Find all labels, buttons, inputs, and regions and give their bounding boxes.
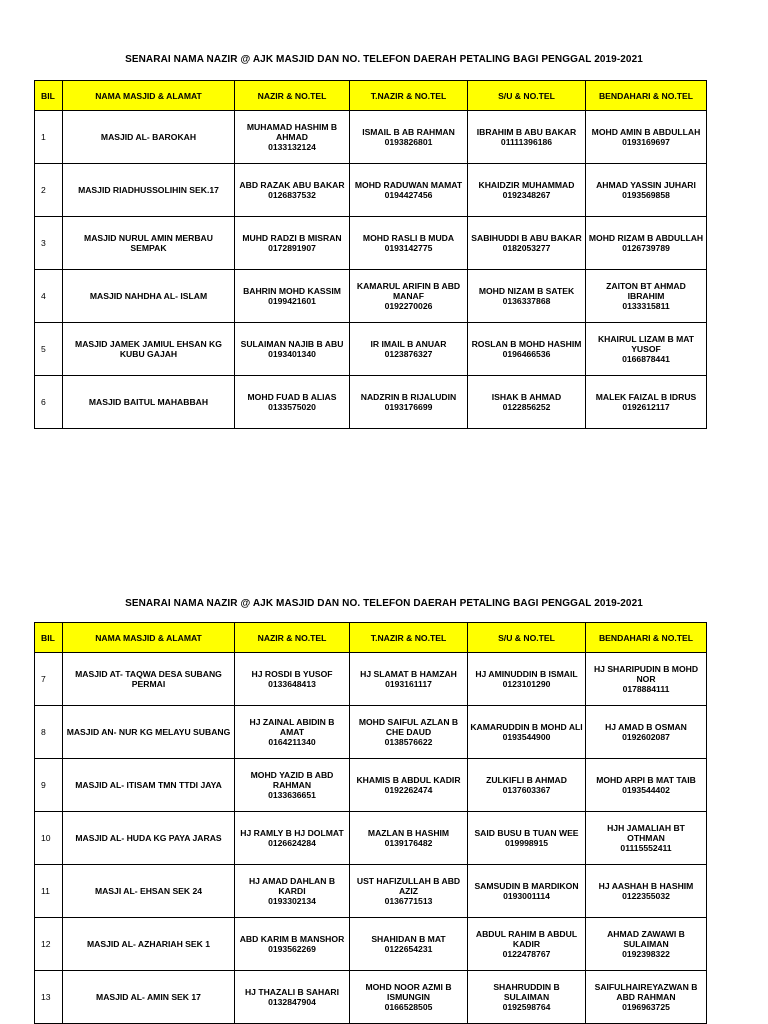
su-name: SHAHRUDDIN B SULAIMAN: [493, 982, 560, 1002]
su-phone: 0193544900: [502, 732, 551, 742]
tnazir-phone: 0138576622: [384, 737, 433, 747]
header-bil: BIL: [35, 81, 63, 111]
bendahari-name: MOHD AMIN B ABDULLAH: [591, 127, 701, 137]
bendahari-phone: 0192612117: [622, 402, 670, 412]
header-tnazir: T.NAZIR & NO.TEL: [350, 623, 468, 653]
masjid-name: MASJID AN- NUR KG MELAYU SUBANG: [63, 706, 235, 759]
su-cell: [468, 759, 586, 812]
nazir-phone: 0133636651: [268, 790, 316, 800]
tnazir-phone: 0192270026: [384, 301, 433, 311]
su-name: SABIHUDDI B ABU BAKAR: [471, 233, 582, 243]
header-bendahari: BENDAHARI & NO.TEL: [586, 623, 707, 653]
bendahari-phone: 0122355032: [622, 891, 670, 901]
nazir-cell: [235, 653, 350, 706]
tnazir-phone: 0122654231: [384, 944, 433, 954]
nazir-cell: [235, 971, 350, 1024]
table-row: [35, 164, 707, 217]
masjid-name: MASJID AL- ITISAM TMN TTDI JAYA: [63, 759, 235, 812]
bendahari-name: SAIFULHAIREYAZWAN B ABD RAHMAN: [594, 982, 698, 1002]
tnazir-name: ISMAIL B AB RAHMAN: [362, 127, 455, 137]
nazir-cell: [235, 323, 350, 376]
nazir-cell: [235, 706, 350, 759]
table-header-row: [35, 81, 707, 111]
su-cell: [468, 812, 586, 865]
nazir-cell: [235, 111, 350, 164]
header-nazir: NAZIR & NO.TEL: [235, 623, 350, 653]
tnazir-phone: 0194427456: [384, 190, 433, 200]
table-row: [35, 111, 707, 164]
table-body: [35, 653, 707, 1024]
row-number: 1: [35, 111, 63, 164]
su-cell: [468, 653, 586, 706]
bendahari-name: MOHD RIZAM B ABDULLAH: [588, 233, 704, 243]
bendahari-phone: 0193169697: [622, 137, 670, 147]
header-nazir: NAZIR & NO.TEL: [235, 81, 350, 111]
bendahari-name: KHAIRUL LIZAM B MAT YUSOF: [597, 334, 695, 354]
table-row: [35, 812, 707, 865]
bendahari-phone: 0178884111: [622, 684, 670, 694]
tnazir-cell: [350, 865, 468, 918]
su-name: HJ AMINUDDIN B ISMAIL: [475, 669, 578, 679]
su-name: ZULKIFLI B AHMAD: [486, 775, 567, 785]
tnazir-name: UST HAFIZULLAH B ABD AZIZ: [356, 876, 461, 896]
tnazir-cell: [350, 706, 468, 759]
tnazir-cell: [350, 217, 468, 270]
table-header-row: [35, 623, 707, 653]
nazir-name: HJ THAZALI B SAHARI: [244, 987, 340, 997]
tnazir-phone: 0136771513: [384, 896, 433, 906]
su-cell: [468, 323, 586, 376]
nazir-table-1: [34, 80, 707, 429]
su-cell: [468, 971, 586, 1024]
masjid-name: MASJID AL- AZHARIAH SEK 1: [63, 918, 235, 971]
su-cell: [468, 865, 586, 918]
su-name: SAMSUDIN B MARDIKON: [474, 881, 579, 891]
nazir-cell: [235, 812, 350, 865]
bendahari-phone: 0196963725: [622, 1002, 670, 1012]
bendahari-phone: 0133315811: [622, 301, 670, 311]
tnazir-cell: [350, 164, 468, 217]
nazir-phone: 0132847904: [268, 997, 316, 1007]
tnazir-cell: [350, 759, 468, 812]
su-phone: 01111396186: [500, 137, 553, 147]
tnazir-phone: 0166528505: [384, 1002, 433, 1012]
bendahari-phone: 0126739789: [622, 243, 670, 253]
su-cell: [468, 111, 586, 164]
su-phone: 0122856252: [502, 402, 551, 412]
tnazir-name: MOHD RADUWAN MAMAT: [354, 180, 463, 190]
nazir-name: SULAIMAN NAJIB B ABU: [240, 339, 344, 349]
table-row: [35, 865, 707, 918]
row-number: 6: [35, 376, 63, 429]
bendahari-cell: [586, 812, 707, 865]
bendahari-cell: [586, 270, 707, 323]
table-row: [35, 217, 707, 270]
tnazir-cell: [350, 270, 468, 323]
nazir-name: HJ RAMLY B HJ DOLMAT: [240, 828, 344, 838]
nazir-phone: 0133132124: [268, 142, 316, 152]
bendahari-cell: [586, 759, 707, 812]
nazir-phone: 0133575020: [268, 402, 316, 412]
su-cell: [468, 376, 586, 429]
su-name: KAMARUDDIN B MOHD ALI: [470, 722, 583, 732]
masjid-name: MASJID AL- HUDA KG PAYA JARAS: [63, 812, 235, 865]
row-number: 7: [35, 653, 63, 706]
su-cell: [468, 706, 586, 759]
masjid-name: MASJID RIADHUSSOLIHIN SEK.17: [63, 164, 235, 217]
tnazir-phone: 0193826801: [384, 137, 433, 147]
row-number: 5: [35, 323, 63, 376]
bendahari-cell: [586, 111, 707, 164]
nazir-cell: [235, 918, 350, 971]
bendahari-phone: 0192602087: [622, 732, 670, 742]
header-tnazir: T.NAZIR & NO.TEL: [350, 81, 468, 111]
tnazir-name: SHAHIDAN B MAT: [371, 934, 446, 944]
header-bendahari: BENDAHARI & NO.TEL: [586, 81, 707, 111]
bendahari-cell: [586, 918, 707, 971]
tnazir-name: NADZRIN B RIJALUDIN: [360, 392, 457, 402]
su-phone: 0182053277: [502, 243, 551, 253]
su-phone: 0192598764: [502, 1002, 551, 1012]
nazir-phone: 0164211340: [268, 737, 316, 747]
tnazir-name: HJ SLAMAT B HAMZAH: [360, 669, 457, 679]
tnazir-cell: [350, 812, 468, 865]
bendahari-cell: [586, 706, 707, 759]
row-number: 9: [35, 759, 63, 812]
bendahari-name: MOHD ARPI B MAT TAIB: [596, 775, 696, 785]
su-name: IBRAHIM B ABU BAKAR: [476, 127, 577, 137]
bendahari-cell: [586, 323, 707, 376]
masjid-name: MASJI AL- EHSAN SEK 24: [63, 865, 235, 918]
su-name: ISHAK B AHMAD: [491, 392, 562, 402]
bendahari-cell: [586, 376, 707, 429]
tnazir-name: MOHD SAIFUL AZLAN B CHE DAUD: [358, 717, 459, 737]
nazir-phone: 0193401340: [268, 349, 316, 359]
nazir-name: HJ ZAINAL ABIDIN B AMAT: [249, 717, 335, 737]
nazir-name: ABD KARIM B MANSHOR: [239, 934, 345, 944]
bendahari-name: MALEK FAIZAL B IDRUS: [595, 392, 697, 402]
row-number: 3: [35, 217, 63, 270]
nazir-phone: 0193302134: [268, 896, 316, 906]
header-bil: BIL: [35, 623, 63, 653]
su-cell: [468, 217, 586, 270]
nazir-phone: 0172891907: [268, 243, 316, 253]
masjid-name: MASJID AT- TAQWA DESA SUBANG PERMAI: [63, 653, 235, 706]
su-cell: [468, 270, 586, 323]
bendahari-cell: [586, 653, 707, 706]
row-number: 2: [35, 164, 63, 217]
masjid-name: MASJID AL- AMIN SEK 17: [63, 971, 235, 1024]
nazir-name: MOHD FUAD B ALIAS: [247, 392, 337, 402]
nazir-phone: 0126837532: [268, 190, 316, 200]
tnazir-phone: 0193176699: [384, 402, 433, 412]
tnazir-phone: 0193142775: [384, 243, 433, 253]
bendahari-name: AHMAD YASSIN JUHARI: [596, 180, 696, 190]
document-title: SENARAI NAMA NAZIR @ AJK MASJID DAN NO. TELEFON DAERAH PETALING BAGI PENGGAL 2019-2021: [125, 54, 643, 65]
row-number: 13: [35, 971, 63, 1024]
row-number: 8: [35, 706, 63, 759]
bendahari-name: HJ AASHAH B HASHIM: [598, 881, 694, 891]
table-row: [35, 971, 707, 1024]
nazir-phone: 0126624284: [268, 838, 316, 848]
bendahari-cell: [586, 164, 707, 217]
tnazir-name: IR IMAIL B ANUAR: [370, 339, 447, 349]
tnazir-cell: [350, 111, 468, 164]
nazir-name: ABD RAZAK ABU BAKAR: [239, 180, 345, 190]
tnazir-cell: [350, 323, 468, 376]
su-name: KHAIDZIR MUHAMMAD: [478, 180, 575, 190]
nazir-name: BAHRIN MOHD KASSIM: [243, 286, 341, 296]
tnazir-cell: [350, 376, 468, 429]
nazir-phone: 0199421601: [268, 296, 316, 306]
nazir-name: MOHD YAZID B ABD RAHMAN: [250, 770, 334, 790]
nazir-phone: 0193562269: [268, 944, 316, 954]
tnazir-name: KAMARUL ARIFIN B ABD MANAF: [356, 281, 461, 301]
bendahari-name: AHMAD ZAWAWI B SULAIMAN: [607, 929, 685, 949]
su-phone: 0192348267: [502, 190, 551, 200]
tnazir-cell: [350, 971, 468, 1024]
nazir-table-2: [34, 622, 707, 1024]
row-number: 11: [35, 865, 63, 918]
header-su: S/U & NO.TEL: [468, 623, 586, 653]
masjid-name: MASJID BAITUL MAHABBAH: [63, 376, 235, 429]
table-row: [35, 376, 707, 429]
table-row: [35, 706, 707, 759]
tnazir-cell: [350, 653, 468, 706]
masjid-name: MASJID NAHDHA AL- ISLAM: [63, 270, 235, 323]
row-number: 12: [35, 918, 63, 971]
bendahari-phone: 0193569858: [622, 190, 670, 200]
nazir-name: MUHAMAD HASHIM B AHMAD: [246, 122, 338, 142]
tnazir-name: MOHD NOOR AZMI B ISMUNGIN: [365, 982, 452, 1002]
bendahari-cell: [586, 971, 707, 1024]
su-cell: [468, 918, 586, 971]
nazir-phone: 0133648413: [268, 679, 316, 689]
su-phone: 0123101290: [502, 679, 551, 689]
tnazir-name: MAZLAN B HASHIM: [367, 828, 450, 838]
tnazir-name: MOHD RASLI B MUDA: [362, 233, 455, 243]
su-name: ROSLAN B MOHD HASHIM: [471, 339, 582, 349]
header-su: S/U & NO.TEL: [468, 81, 586, 111]
su-phone: 0193001114: [503, 891, 550, 901]
nazir-cell: [235, 217, 350, 270]
header-masjid: NAMA MASJID & ALAMAT: [63, 623, 235, 653]
tnazir-name: KHAMIS B ABDUL KADIR: [356, 775, 461, 785]
bendahari-cell: [586, 865, 707, 918]
table-row: [35, 270, 707, 323]
su-name: MOHD NIZAM B SATEK: [478, 286, 575, 296]
row-number: 10: [35, 812, 63, 865]
nazir-name: MUHD RADZI B MISRAN: [242, 233, 342, 243]
bendahari-name: HJ SHARIPUDIN B MOHD NOR: [593, 664, 699, 684]
su-phone: 0122478767: [502, 949, 551, 959]
nazir-cell: [235, 270, 350, 323]
bendahari-phone: 0193544402: [622, 785, 670, 795]
su-name: SAID BUSU B TUAN WEE: [474, 828, 579, 838]
nazir-cell: [235, 759, 350, 812]
nazir-cell: [235, 865, 350, 918]
row-number: 4: [35, 270, 63, 323]
su-name: ABDUL RAHIM B ABDUL KADIR: [475, 929, 578, 949]
nazir-cell: [235, 376, 350, 429]
su-phone: 019998915: [504, 838, 548, 848]
su-phone: 0137603367: [502, 785, 551, 795]
masjid-name: MASJID AL- BAROKAH: [63, 111, 235, 164]
tnazir-phone: 0123876327: [384, 349, 433, 359]
table-row: [35, 918, 707, 971]
bendahari-name: ZAITON BT AHMAD IBRAHIM: [606, 281, 686, 301]
su-cell: [468, 164, 586, 217]
su-phone: 0136337868: [502, 296, 551, 306]
table-row: [35, 759, 707, 812]
bendahari-cell: [586, 217, 707, 270]
bendahari-name: HJH JAMALIAH BT OTHMAN: [607, 823, 685, 843]
header-masjid: NAMA MASJID & ALAMAT: [63, 81, 235, 111]
table-row: [35, 323, 707, 376]
masjid-name: MASJID JAMEK JAMIUL EHSAN KG KUBU GAJAH: [63, 323, 235, 376]
su-phone: 0196466536: [502, 349, 551, 359]
bendahari-phone: 0166878441: [622, 354, 670, 364]
tnazir-phone: 0192262474: [384, 785, 433, 795]
nazir-name: HJ AMAD DAHLAN B KARDI: [248, 876, 336, 896]
document-title: SENARAI NAMA NAZIR @ AJK MASJID DAN NO. TELEFON DAERAH PETALING BAGI PENGGAL 2019-2021: [125, 598, 643, 609]
bendahari-name: HJ AMAD B OSMAN: [605, 722, 687, 732]
tnazir-cell: [350, 918, 468, 971]
tnazir-phone: 0193161117: [385, 679, 432, 689]
nazir-name: HJ ROSDI B YUSOF: [251, 669, 333, 679]
table-row: [35, 653, 707, 706]
table-body: [35, 111, 707, 429]
bendahari-phone: 01115552411: [620, 843, 672, 853]
bendahari-phone: 0192398322: [622, 949, 670, 959]
nazir-cell: [235, 164, 350, 217]
masjid-name: MASJID NURUL AMIN MERBAU SEMPAK: [63, 217, 235, 270]
tnazir-phone: 0139176482: [384, 838, 433, 848]
